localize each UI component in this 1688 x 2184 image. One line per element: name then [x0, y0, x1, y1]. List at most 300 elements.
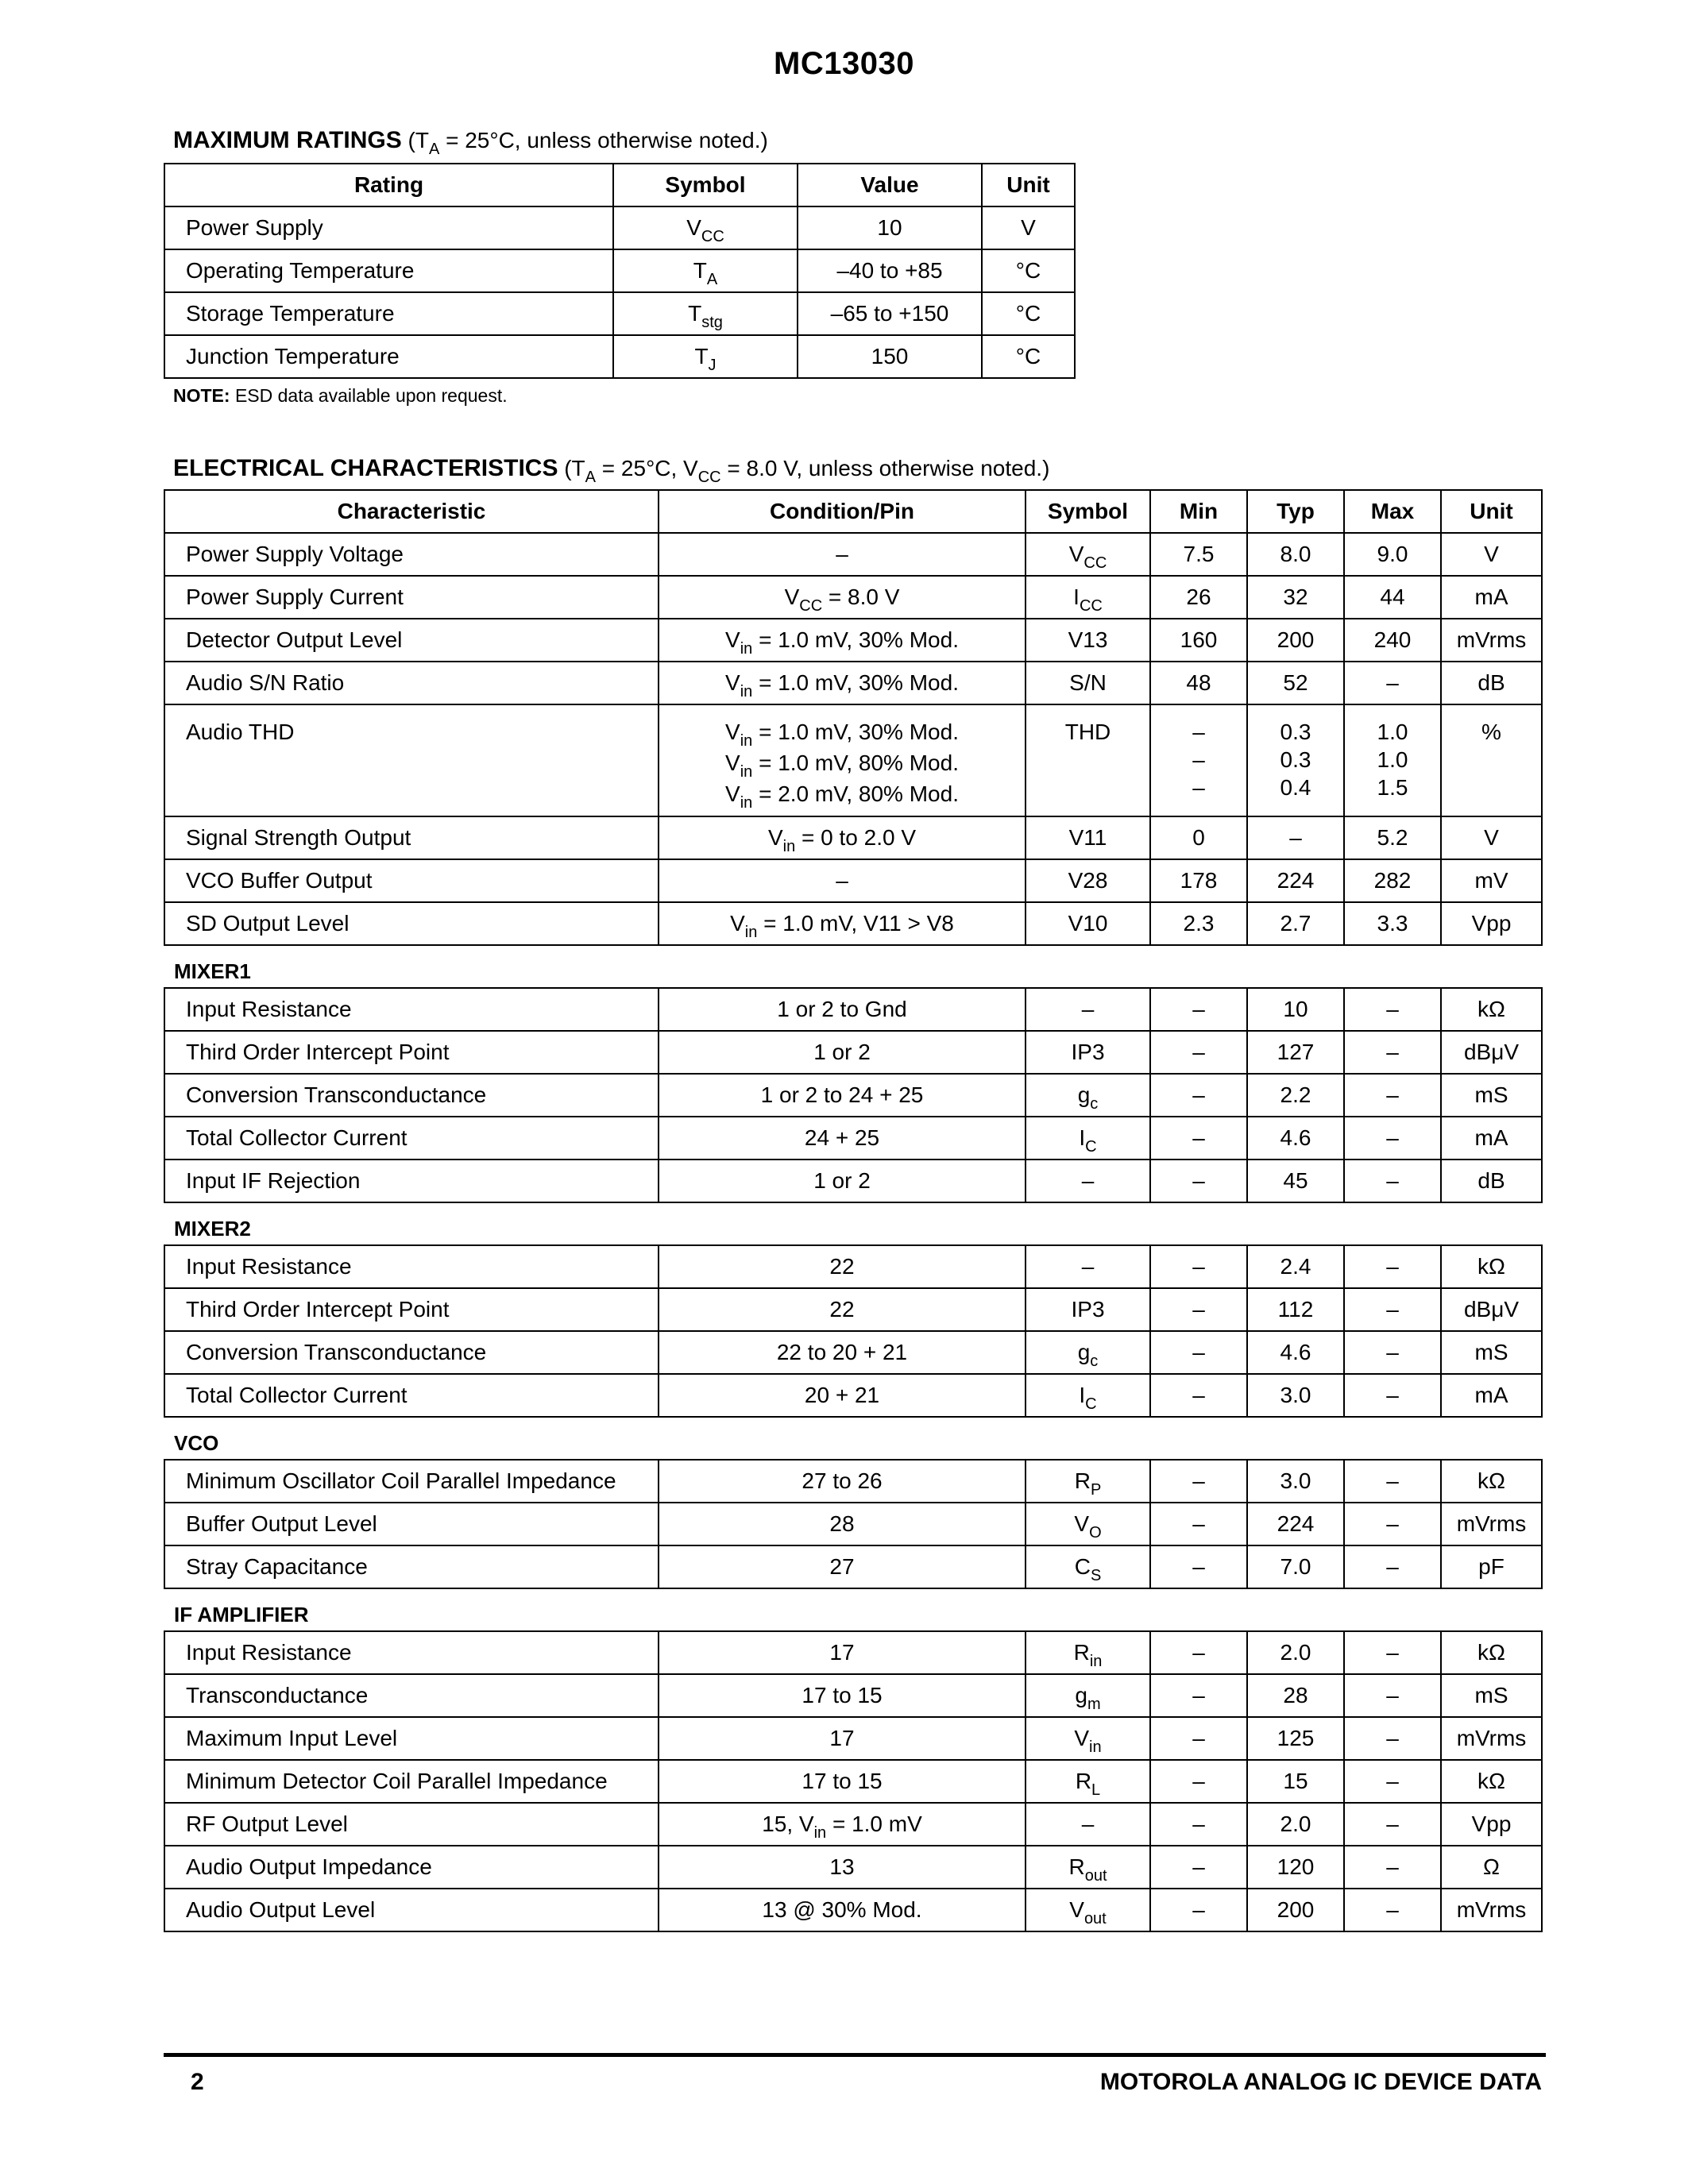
min-line: – — [1192, 747, 1205, 772]
table-row — [164, 576, 1542, 619]
table-row — [164, 619, 1542, 662]
table-row — [164, 1288, 1542, 1331]
min-cell: – — [1150, 1889, 1247, 1931]
unit-cell: kΩ — [1441, 1245, 1542, 1288]
footer-publication: MOTOROLA ANALOG IC DEVICE DATA — [1099, 2069, 1542, 2095]
table-row — [164, 1374, 1542, 1417]
symbol-cell: V11 — [1026, 816, 1150, 859]
condition-sub: in — [813, 1824, 827, 1842]
col-header: Max — [1344, 490, 1441, 533]
characteristic-cell: Third Order Intercept Point — [164, 1288, 659, 1331]
max-cell: – — [1344, 1717, 1441, 1760]
characteristic-cell: Audio Output Level — [164, 1889, 659, 1931]
symbol-sub: C — [1085, 1138, 1097, 1156]
typ-cell: 200 — [1247, 619, 1344, 662]
condition-cell: 1 or 2 to 24 + 25 — [659, 1074, 1026, 1117]
table-row — [164, 988, 1542, 1031]
max-cell: – — [1344, 1117, 1441, 1160]
typ-cell: 200 — [1247, 1889, 1344, 1931]
symbol-cell: – — [1026, 1245, 1150, 1288]
typ-line: 0.4 — [1280, 775, 1311, 800]
characteristic-cell: Total Collector Current — [164, 1117, 659, 1160]
typ-cell: 224 — [1247, 1503, 1344, 1545]
max-cell: – — [1344, 1331, 1441, 1374]
value-cell: 10 — [798, 206, 982, 249]
table-row — [164, 1074, 1542, 1117]
min-cell: – — [1150, 1074, 1247, 1117]
unit-cell: mVrms — [1441, 1503, 1542, 1545]
symbol-cell — [613, 206, 798, 249]
page-title: MC13030 — [774, 46, 914, 81]
symbol-sub: J — [708, 357, 717, 374]
symbol-text: R — [1073, 1640, 1090, 1665]
condition-line — [659, 749, 1025, 780]
table-row — [164, 1846, 1542, 1889]
condition-cell: 17 — [659, 1717, 1026, 1760]
col-header: Value — [798, 164, 982, 206]
typ-cell: 125 — [1247, 1717, 1344, 1760]
condition-cell: 22 to 20 + 21 — [659, 1331, 1026, 1374]
unit-cell: mVrms — [1441, 1717, 1542, 1760]
max-cell: – — [1344, 1674, 1441, 1717]
typ-cell: 3.0 — [1247, 1460, 1344, 1503]
condition-sub: CC — [799, 597, 823, 615]
max-cell: – — [1344, 1160, 1441, 1202]
symbol-cell — [1026, 1331, 1150, 1374]
characteristic-cell: Total Collector Current — [164, 1374, 659, 1417]
symbol-sub: L — [1091, 1781, 1101, 1799]
heading-sub: A — [428, 141, 440, 158]
symbol-sub: P — [1090, 1481, 1102, 1499]
min-line: – — [1192, 720, 1205, 744]
max-line: 1.0 — [1377, 747, 1408, 772]
max-cell: 9.0 — [1344, 533, 1441, 576]
table-row — [164, 704, 1542, 816]
symbol-text: I — [1073, 585, 1080, 609]
max-cell: – — [1344, 1374, 1441, 1417]
table-row — [164, 1760, 1542, 1803]
characteristic-cell: Input Resistance — [164, 1631, 659, 1674]
typ-cell: 52 — [1247, 662, 1344, 704]
condition-cell — [659, 704, 1026, 816]
table-row — [164, 1117, 1542, 1160]
table-row — [164, 1631, 1542, 1674]
max-cell: 240 — [1344, 619, 1441, 662]
min-cell: 26 — [1150, 576, 1247, 619]
min-cell: – — [1150, 1245, 1247, 1288]
symbol-text: I — [1079, 1125, 1086, 1150]
characteristic-cell: Maximum Input Level — [164, 1717, 659, 1760]
table-row — [164, 533, 1542, 576]
symbol-cell — [1026, 1545, 1150, 1588]
symbol-cell: V13 — [1026, 619, 1150, 662]
rating-cell: Operating Temperature — [164, 249, 613, 292]
max-cell: – — [1344, 1503, 1441, 1545]
max-cell: – — [1344, 1031, 1441, 1074]
symbol-cell — [1026, 1760, 1150, 1803]
unit-cell: mS — [1441, 1674, 1542, 1717]
unit-cell: % — [1441, 704, 1542, 816]
typ-cell: 2.0 — [1247, 1803, 1344, 1846]
table-row — [164, 206, 1075, 249]
condition-text: = 1.0 mV, 30% Mod. — [752, 627, 959, 652]
symbol-cell — [1026, 1460, 1150, 1503]
condition-text: = 2.0 mV, 80% Mod. — [752, 781, 959, 806]
max-cell — [1344, 704, 1441, 816]
condition-sub: in — [782, 838, 796, 855]
condition-sub: in — [740, 732, 753, 750]
symbol-text: V — [1074, 1726, 1090, 1750]
symbol-sub: in — [1089, 1738, 1102, 1756]
condition-text: V — [784, 585, 800, 609]
max-ratings-title: MAXIMUM RATINGS — [173, 127, 402, 153]
value-cell: –40 to +85 — [798, 249, 982, 292]
symbol-text: T — [693, 258, 707, 283]
symbol-text: g — [1077, 1340, 1091, 1364]
col-header: Rating — [164, 164, 613, 206]
col-header: Characteristic — [164, 490, 659, 533]
table-row — [164, 1245, 1542, 1288]
condition-line — [659, 718, 1025, 749]
symbol-sub: m — [1087, 1696, 1101, 1713]
unit-cell: dB — [1441, 662, 1542, 704]
condition-sub: in — [740, 640, 753, 658]
unit-cell: mVrms — [1441, 619, 1542, 662]
symbol-sub: CC — [1083, 554, 1107, 572]
typ-cell: 3.0 — [1247, 1374, 1344, 1417]
symbol-cell: V10 — [1026, 902, 1150, 945]
min-cell: 178 — [1150, 859, 1247, 902]
min-cell: – — [1150, 1760, 1247, 1803]
max-cell: – — [1344, 1460, 1441, 1503]
unit-cell: kΩ — [1441, 1760, 1542, 1803]
table-row — [164, 1503, 1542, 1545]
typ-cell: 224 — [1247, 859, 1344, 902]
typ-line: 0.3 — [1280, 747, 1311, 772]
group-row-mixer1 — [164, 945, 1542, 988]
symbol-cell: – — [1026, 988, 1150, 1031]
group-row-mixer2 — [164, 1202, 1542, 1245]
group-title: IF AMPLIFIER — [174, 1603, 309, 1626]
characteristic-cell: Conversion Transconductance — [164, 1074, 659, 1117]
min-line: – — [1192, 775, 1205, 800]
table-row — [164, 1331, 1542, 1374]
min-cell: 0 — [1150, 816, 1247, 859]
table-row — [164, 1717, 1542, 1760]
max-cell: – — [1344, 1846, 1441, 1889]
max-cell: – — [1344, 662, 1441, 704]
symbol-cell: IP3 — [1026, 1288, 1150, 1331]
condition-cell — [659, 1803, 1026, 1846]
characteristic-cell: RF Output Level — [164, 1803, 659, 1846]
min-cell: – — [1150, 1803, 1247, 1846]
symbol-cell — [1026, 533, 1150, 576]
typ-cell: 4.6 — [1247, 1117, 1344, 1160]
condition-sub: in — [744, 924, 758, 941]
typ-cell: – — [1247, 816, 1344, 859]
symbol-sub: CC — [701, 228, 724, 245]
symbol-cell — [1026, 1674, 1150, 1717]
characteristic-cell: Input Resistance — [164, 988, 659, 1031]
group-row-vco — [164, 1417, 1542, 1460]
elec-table — [164, 489, 1543, 1932]
characteristic-cell: Minimum Detector Coil Parallel Impedance — [164, 1760, 659, 1803]
characteristic-cell: Detector Output Level — [164, 619, 659, 662]
condition-line — [659, 780, 1025, 811]
table-row — [164, 249, 1075, 292]
value-cell: –65 to +150 — [798, 292, 982, 335]
condition-sub: in — [740, 683, 753, 700]
characteristic-cell: Conversion Transconductance — [164, 1331, 659, 1374]
symbol-sub: stg — [701, 314, 723, 331]
col-header: Typ — [1247, 490, 1344, 533]
condition-text: V — [725, 751, 740, 775]
min-cell: 160 — [1150, 619, 1247, 662]
symbol-cell — [1026, 576, 1150, 619]
unit-cell: °C — [982, 292, 1075, 335]
heading-sub: CC — [697, 469, 721, 486]
symbol-cell: – — [1026, 1160, 1150, 1202]
condition-text: = 1.0 mV, 30% Mod. — [752, 670, 959, 695]
heading-text: (T — [408, 128, 429, 152]
symbol-cell — [1026, 1503, 1150, 1545]
symbol-text: C — [1074, 1554, 1091, 1579]
symbol-cell — [1026, 1717, 1150, 1760]
unit-cell: mVrms — [1441, 1889, 1542, 1931]
unit-cell: V — [1441, 533, 1542, 576]
unit-cell: pF — [1441, 1545, 1542, 1588]
symbol-cell — [613, 292, 798, 335]
table-row — [164, 1889, 1542, 1931]
symbol-cell — [1026, 1631, 1150, 1674]
unit-cell: mV — [1441, 859, 1542, 902]
typ-cell: 112 — [1247, 1288, 1344, 1331]
table-row — [164, 816, 1542, 859]
max-ratings-heading — [173, 127, 768, 158]
characteristic-cell: Power Supply Voltage — [164, 533, 659, 576]
condition-text: = 8.0 V — [822, 585, 900, 609]
symbol-text: V — [1069, 1897, 1084, 1922]
condition-text: V — [767, 825, 783, 850]
typ-cell: 7.0 — [1247, 1545, 1344, 1588]
table-header-row — [164, 490, 1542, 533]
condition-cell: 22 — [659, 1245, 1026, 1288]
min-cell: – — [1150, 1117, 1247, 1160]
condition-text: V — [725, 670, 740, 695]
min-cell: – — [1150, 1503, 1247, 1545]
min-cell: 48 — [1150, 662, 1247, 704]
min-cell: – — [1150, 988, 1247, 1031]
condition-text: V — [725, 627, 740, 652]
max-ratings-table — [164, 163, 1076, 379]
condition-cell — [659, 902, 1026, 945]
table-row — [164, 1803, 1542, 1846]
condition-cell — [659, 576, 1026, 619]
symbol-text: V — [1068, 542, 1084, 566]
typ-cell: 4.6 — [1247, 1331, 1344, 1374]
unit-cell: kΩ — [1441, 988, 1542, 1031]
symbol-sub: CC — [1079, 597, 1103, 615]
symbol-cell: – — [1026, 1803, 1150, 1846]
typ-cell: 127 — [1247, 1031, 1344, 1074]
max-cell: – — [1344, 1288, 1441, 1331]
typ-line: 0.3 — [1280, 720, 1311, 744]
condition-cell: – — [659, 859, 1026, 902]
unit-cell: °C — [982, 249, 1075, 292]
rating-cell: Junction Temperature — [164, 335, 613, 378]
table-row — [164, 1160, 1542, 1202]
table-row — [164, 335, 1075, 378]
condition-text: 15, V — [762, 1812, 814, 1836]
unit-cell: mS — [1441, 1074, 1542, 1117]
min-cell: 2.3 — [1150, 902, 1247, 945]
unit-cell: dBμV — [1441, 1288, 1542, 1331]
unit-cell: mS — [1441, 1331, 1542, 1374]
min-cell: – — [1150, 1674, 1247, 1717]
max-cell: 282 — [1344, 859, 1441, 902]
table-row — [164, 1460, 1542, 1503]
condition-text: = 1.0 mV, V11 > V8 — [757, 911, 954, 936]
group-title: MIXER2 — [174, 1217, 251, 1241]
min-cell: – — [1150, 1374, 1247, 1417]
table-row — [164, 1674, 1542, 1717]
symbol-cell: THD — [1026, 704, 1150, 816]
symbol-sub: C — [1085, 1395, 1097, 1413]
unit-cell: kΩ — [1441, 1631, 1542, 1674]
col-header: Unit — [982, 164, 1075, 206]
symbol-sub: A — [706, 271, 718, 288]
condition-cell: 1 or 2 to Gnd — [659, 988, 1026, 1031]
symbol-cell — [613, 335, 798, 378]
symbol-cell: IP3 — [1026, 1031, 1150, 1074]
unit-cell: V — [982, 206, 1075, 249]
characteristic-cell: SD Output Level — [164, 902, 659, 945]
symbol-cell — [1026, 1074, 1150, 1117]
condition-cell: 27 — [659, 1545, 1026, 1588]
characteristic-cell: Input IF Rejection — [164, 1160, 659, 1202]
symbol-cell: S/N — [1026, 662, 1150, 704]
min-cell — [1150, 704, 1247, 816]
min-cell: – — [1150, 1631, 1247, 1674]
condition-cell — [659, 816, 1026, 859]
min-cell: – — [1150, 1717, 1247, 1760]
table-row — [164, 292, 1075, 335]
symbol-text: g — [1077, 1082, 1091, 1107]
condition-cell: 20 + 21 — [659, 1374, 1026, 1417]
condition-cell: 28 — [659, 1503, 1026, 1545]
characteristic-cell: Power Supply Current — [164, 576, 659, 619]
condition-sub: in — [740, 763, 753, 781]
symbol-sub: out — [1083, 1910, 1107, 1927]
typ-cell: 10 — [1247, 988, 1344, 1031]
max-cell: – — [1344, 1245, 1441, 1288]
symbol-sub: in — [1089, 1653, 1103, 1670]
rating-cell: Storage Temperature — [164, 292, 613, 335]
characteristic-cell: Signal Strength Output — [164, 816, 659, 859]
characteristic-cell: Audio Output Impedance — [164, 1846, 659, 1889]
col-header: Symbol — [613, 164, 798, 206]
typ-cell: 120 — [1247, 1846, 1344, 1889]
condition-cell: 17 to 15 — [659, 1674, 1026, 1717]
typ-cell: 2.4 — [1247, 1245, 1344, 1288]
unit-cell: V — [1441, 816, 1542, 859]
symbol-sub: out — [1084, 1867, 1107, 1885]
condition-cell: 13 — [659, 1846, 1026, 1889]
condition-text: V — [725, 720, 740, 744]
max-cell: – — [1344, 1545, 1441, 1588]
group-row-if-amplifier — [164, 1588, 1542, 1631]
min-cell: – — [1150, 1160, 1247, 1202]
typ-cell: 2.7 — [1247, 902, 1344, 945]
table-row — [164, 1545, 1542, 1588]
symbol-text: R — [1075, 1769, 1092, 1793]
unit-cell: dB — [1441, 1160, 1542, 1202]
symbol-cell — [1026, 1117, 1150, 1160]
max-cell: – — [1344, 1074, 1441, 1117]
symbol-text: T — [688, 301, 702, 326]
heading-text: = 8.0 V, unless otherwise noted.) — [720, 456, 1050, 480]
heading-sub: A — [585, 469, 597, 486]
characteristic-cell: Buffer Output Level — [164, 1503, 659, 1545]
condition-cell — [659, 619, 1026, 662]
condition-text: = 0 to 2.0 V — [795, 825, 917, 850]
esd-note — [173, 385, 508, 407]
col-header: Unit — [1441, 490, 1542, 533]
unit-cell: mA — [1441, 1374, 1542, 1417]
unit-cell: mA — [1441, 1117, 1542, 1160]
heading-text: = 25°C, V — [596, 456, 698, 480]
condition-sub: in — [740, 794, 753, 812]
symbol-sub: c — [1090, 1352, 1099, 1370]
max-cell: – — [1344, 1889, 1441, 1931]
min-cell: – — [1150, 1288, 1247, 1331]
table-row — [164, 859, 1542, 902]
symbol-cell — [613, 249, 798, 292]
characteristic-cell: Input Resistance — [164, 1245, 659, 1288]
condition-text: V — [730, 911, 745, 936]
symbol-text: V — [686, 215, 701, 240]
characteristic-cell: VCO Buffer Output — [164, 859, 659, 902]
characteristic-cell: Stray Capacitance — [164, 1545, 659, 1588]
symbol-cell — [1026, 1889, 1150, 1931]
characteristic-cell: Audio S/N Ratio — [164, 662, 659, 704]
min-cell: – — [1150, 1545, 1247, 1588]
min-cell: 7.5 — [1150, 533, 1247, 576]
condition-cell: 22 — [659, 1288, 1026, 1331]
symbol-text: R — [1074, 1468, 1091, 1493]
max-cell: – — [1344, 988, 1441, 1031]
unit-cell: Vpp — [1441, 1803, 1542, 1846]
characteristic-cell: Transconductance — [164, 1674, 659, 1717]
symbol-text: T — [694, 344, 709, 369]
max-line: 1.5 — [1377, 775, 1408, 800]
group-title: VCO — [174, 1431, 219, 1455]
heading-text: (T — [564, 456, 585, 480]
symbol-sub: S — [1090, 1567, 1102, 1584]
max-cell: – — [1344, 1631, 1441, 1674]
max-cell: – — [1344, 1760, 1441, 1803]
condition-cell: 27 to 26 — [659, 1460, 1026, 1503]
note-label: NOTE: — [173, 385, 230, 406]
symbol-sub: O — [1089, 1524, 1102, 1542]
symbol-sub: c — [1090, 1095, 1099, 1113]
symbol-text: R — [1068, 1854, 1085, 1879]
typ-cell: 32 — [1247, 576, 1344, 619]
typ-cell — [1247, 704, 1344, 816]
max-cell: – — [1344, 1803, 1441, 1846]
condition-cell: 13 @ 30% Mod. — [659, 1889, 1026, 1931]
max-cell: 3.3 — [1344, 902, 1441, 945]
